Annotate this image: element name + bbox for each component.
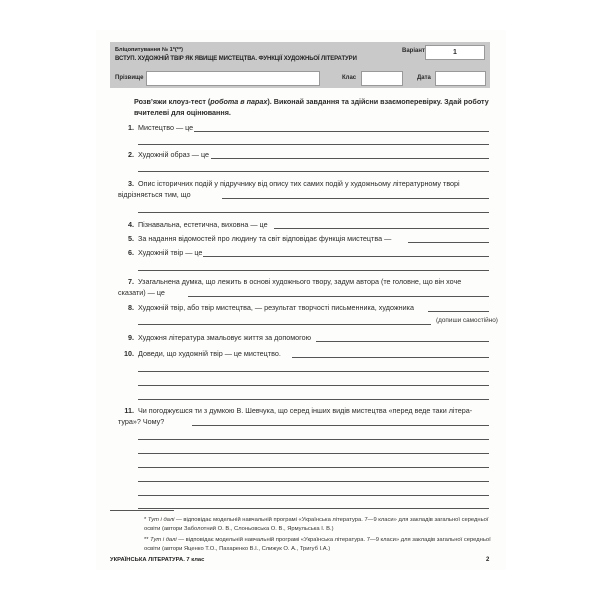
footnote-italic: Тут і далі: [150, 537, 177, 543]
question-number: 9.: [128, 333, 134, 342]
answer-line[interactable]: [138, 324, 431, 325]
question-10: [118, 348, 281, 359]
answer-line[interactable]: [138, 212, 489, 213]
footnote-divider: [110, 510, 174, 511]
answer-line[interactable]: [138, 467, 489, 468]
date-label: Дата: [417, 75, 431, 81]
question-text: За надання відомостей про людину та світ відповідає функція мистецтва —: [138, 234, 392, 243]
answer-line[interactable]: [203, 256, 489, 257]
answer-line[interactable]: [188, 296, 489, 297]
class-field[interactable]: [361, 71, 403, 86]
date-field[interactable]: [435, 71, 486, 86]
question-text: Художня література змальовує життя за допомогою: [138, 333, 312, 342]
answer-line[interactable]: [138, 439, 489, 440]
instructions: [134, 96, 492, 118]
answer-line[interactable]: [222, 198, 489, 199]
question-1: [118, 122, 193, 133]
answer-line[interactable]: [316, 341, 489, 342]
q8-note: (допиши самостійно): [436, 317, 498, 324]
question-number: 3.: [128, 179, 134, 188]
answer-line[interactable]: [194, 131, 489, 132]
question-text: Мистецтво — це: [138, 123, 194, 132]
question-text: Пізнавальна, естетична, виховна — це: [138, 220, 268, 229]
answer-line[interactable]: [138, 270, 489, 271]
instructions-text: Розв’яжи клоуз-тест (: [134, 97, 211, 106]
question-number: 8.: [128, 303, 134, 312]
question-number: 4.: [128, 220, 134, 229]
surname-field[interactable]: [146, 71, 320, 86]
footnote-italic: Тут і далі: [147, 517, 175, 523]
question-11: [118, 405, 490, 427]
question-7: [118, 276, 490, 298]
answer-line[interactable]: [138, 508, 489, 509]
answer-line[interactable]: [138, 371, 489, 372]
variant-field[interactable]: 1: [425, 45, 485, 60]
worksheet-page: [96, 30, 506, 570]
question-number: 2.: [128, 150, 134, 159]
question-9: [118, 332, 311, 343]
question-number: 11.: [124, 406, 134, 415]
variant-label: Варіант: [402, 48, 425, 54]
answer-line[interactable]: [138, 453, 489, 454]
question-number: 6.: [128, 248, 134, 257]
question-text: Художній образ — це: [138, 150, 210, 159]
page-number: 2: [486, 557, 490, 563]
quiz-title: Бліцопитування № 1*(**): [115, 47, 183, 53]
question-text: Узагальнена думка, що лежить в основі художнього твору, задум автора (те головне, що він хоче сказати) — це: [118, 277, 462, 297]
question-number: 10.: [124, 349, 134, 358]
question-number: 7.: [128, 277, 134, 286]
footnote-mark: **: [144, 537, 151, 543]
question-5: [118, 233, 391, 244]
answer-line[interactable]: [138, 144, 489, 145]
question-text: Художній твір — це: [138, 248, 203, 257]
question-number: 5.: [128, 234, 134, 243]
question-text: Чи погоджуєшся ти з думкою В. Шевчука, що серед інших видів мистецтва «перед веде таки літера-тура»? Чому?: [118, 406, 473, 426]
question-text: Опис історичних подій у підручнику від опису тих самих подій у художньому літературному творі відрізняється тим, що: [118, 179, 460, 199]
footnote-mark: *: [144, 517, 148, 523]
answer-line[interactable]: [138, 495, 489, 496]
question-6: [118, 247, 202, 258]
answer-line[interactable]: [408, 242, 489, 243]
answer-line[interactable]: [274, 228, 489, 229]
answer-line[interactable]: [138, 171, 489, 172]
answer-line[interactable]: [292, 357, 489, 358]
instructions-text-end: ). Виконай завдання та здійсни взаємоперевірку. Здай роботу вчителеві для оцінювання.: [134, 97, 489, 117]
footer-book-title: УКРАЇНСЬКА ЛІТЕРАТУРА. 7 клас: [110, 557, 205, 563]
footnote-text: — відповідає модельній навчальній програмі «Українська література. 7—9 класи» для закладів загальної середньої освіти (автори Яценко Т.О., Пахаренко В.І., Слижук О. А., Тригуб І.А.): [144, 537, 491, 552]
question-number: 1.: [128, 123, 134, 132]
worksheet-header: [110, 42, 490, 88]
instructions-italic: робота в парах: [210, 97, 268, 106]
footnote-2: [144, 536, 494, 553]
answer-line[interactable]: [192, 425, 489, 426]
topic-title: ВСТУП. ХУДОЖНІЙ ТВІР ЯК ЯВИЩЕ МИСТЕЦТВА. ФУНКЦІЇ ХУДОЖНЬОЇ ЛІТЕРАТУРИ: [115, 56, 357, 62]
question-4: [118, 219, 268, 230]
answer-line[interactable]: [211, 158, 489, 159]
answer-line[interactable]: [138, 399, 489, 400]
question-3: [118, 178, 490, 200]
question-text: Художній твір, або твір мистецтва, — результат творчості письменника, художника: [138, 303, 414, 312]
surname-label: Прізвище: [115, 75, 144, 81]
answer-line[interactable]: [138, 481, 489, 482]
class-label: Клас: [342, 75, 357, 81]
answer-line[interactable]: [138, 385, 489, 386]
footnote-1: [144, 516, 494, 533]
footnote-text: — відповідає модельній навчальній програмі «Українська література. 7—9 класи» для закладів загальної середньої освіти (автори Заболотний О. В., Слоньовська О. В., Ярмульська І. В.): [144, 517, 489, 532]
question-text: Доведи, що художній твір — це мистецтво.: [138, 349, 281, 358]
question-2: [118, 149, 209, 160]
answer-line[interactable]: [428, 311, 489, 312]
